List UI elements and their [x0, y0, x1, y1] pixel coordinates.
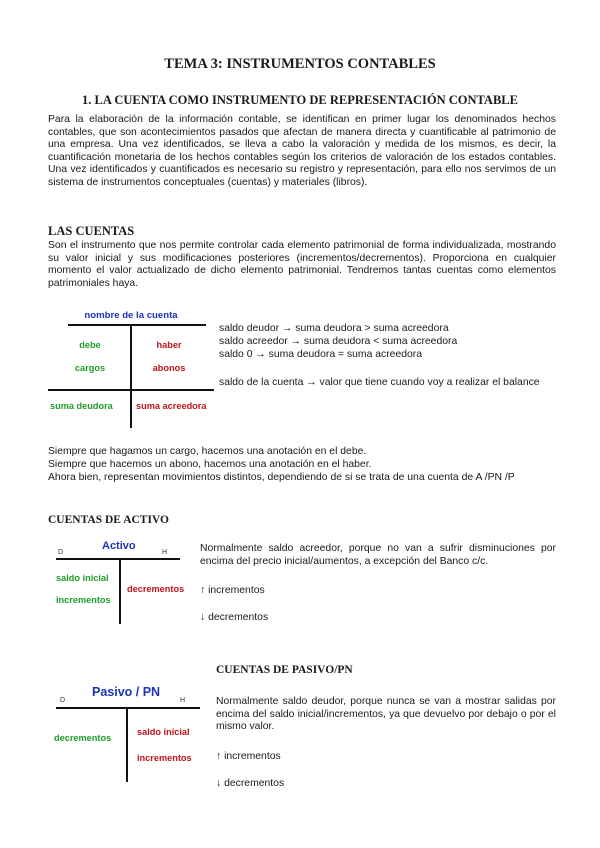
t-account-vertical-line [130, 324, 132, 428]
pasivo-decrementos: decrementos [54, 733, 112, 743]
activo-t-account [50, 538, 200, 628]
cargos-label: cargos [74, 363, 106, 373]
pasivo-debe-mark: D [60, 697, 66, 704]
activo-saldo-inicial: saldo inicial [56, 573, 109, 583]
activo-vertical-line [119, 558, 121, 624]
t-account-top-line [68, 324, 206, 326]
haber-label: haber [156, 340, 182, 350]
cuentas-heading: LAS CUENTAS [48, 224, 135, 238]
rule-saldo-acreedor: saldo acreedor → suma deudora < suma acreedora [219, 336, 458, 347]
saldo-note: saldo de la cuenta → valor que tiene cuando voy a realizar el balance [219, 377, 540, 388]
t-account-diagram [48, 306, 214, 420]
activo-note: Normalmente saldo acreedor, porque no van a sufrir disminuciones por encima del precio inicial/aumentos, a excepción del Banco c/c. [200, 543, 556, 567]
rule-saldo-deudor: saldo deudor → suma deudora > suma acreedora [219, 323, 449, 334]
activo-decrementos: decrementos [127, 584, 185, 594]
debe-label: debe [79, 340, 101, 350]
suma-deudora-label: suma deudora [50, 401, 113, 411]
section-heading: 1. LA CUENTA COMO INSTRUMENTO DE REPRESENTACIÓN CONTABLE [82, 93, 518, 107]
activo-haber-mark: H [162, 549, 168, 556]
pasivo-saldo-inicial: saldo inicial [137, 727, 190, 737]
activo-debe-mark: D [58, 549, 64, 556]
activo-incrementos: incrementos [56, 595, 111, 605]
abonos-label: abonos [152, 363, 186, 373]
pasivo-title: Pasivo / PN [92, 685, 161, 699]
pasivo-up: ↑ incrementos [216, 751, 281, 762]
suma-acreedora-label: suma acreedora [136, 401, 207, 411]
activo-heading: CUENTAS DE ACTIVO [48, 514, 169, 526]
t-account-bottom-line [48, 389, 214, 391]
intro-paragraph: Para la elaboración de la información contable, se identifican en primer lugar los denominados hechos contables, que son acontecimientos pasados que afectan de manera directa y cuantificable al patrimonio de una empresa. Una vez identificados, se lleva a cabo la valoración y medida de los mismos, es decir, la cuantificación monetaria de los hechos contables según los criterios de valoración de los estados contables. Una vez identificados y cuantificados es necesario su registro y representación, para ello nos servimos de un sistema de instrumentos conceptuales (cuentas) y materiales (libros). [48, 114, 556, 188]
cuentas-paragraph: Son el instrumento que nos permite controlar cada elemento patrimonial de forma individualizada, mostrando su valor inicial y sus modificaciones posteriores (incrementos/decrementos). Proporciona en cualquier momento el valor actualizado de dicho elemento patrimonial. Tendremos tantas cuentas como elementos patrimoniales haya. [48, 240, 556, 289]
pasivo-note: Normalmente saldo deudor, porque nunca se van a mostrar salidas por encima del saldo inicial/incrementos, ya que devuelvo por debajo o por el mismo valor. [216, 696, 556, 733]
activo-down: ↓ decrementos [200, 612, 269, 623]
activo-up: ↑ incrementos [200, 585, 265, 596]
pasivo-t-account [52, 684, 204, 784]
pasivo-vertical-line [126, 707, 128, 782]
page-title: TEMA 3: INSTRUMENTOS CONTABLES [164, 56, 436, 72]
abono-line: Siempre que hacemos un abono, hacemos una anotación en el haber. [48, 459, 372, 470]
rule-saldo-cero: saldo 0 → suma deudora = suma acreedora [219, 349, 423, 360]
t-account-title: nombre de la cuenta [84, 310, 178, 321]
pasivo-top-line [56, 707, 200, 709]
movimientos-line: Ahora bien, representan movimientos distintos, dependiendo de si se trata de una cuenta de A /PN /P [48, 472, 515, 483]
pasivo-heading: CUENTAS DE PASIVO/PN [216, 664, 353, 676]
activo-top-line [56, 558, 180, 560]
cargo-line: Siempre que hagamos un cargo, hacemos una anotación en el debe. [48, 446, 367, 457]
activo-title: Activo [102, 540, 136, 552]
pasivo-down: ↓ decrementos [216, 778, 285, 789]
pasivo-incrementos: incrementos [137, 753, 192, 763]
pasivo-haber-mark: H [180, 697, 186, 704]
